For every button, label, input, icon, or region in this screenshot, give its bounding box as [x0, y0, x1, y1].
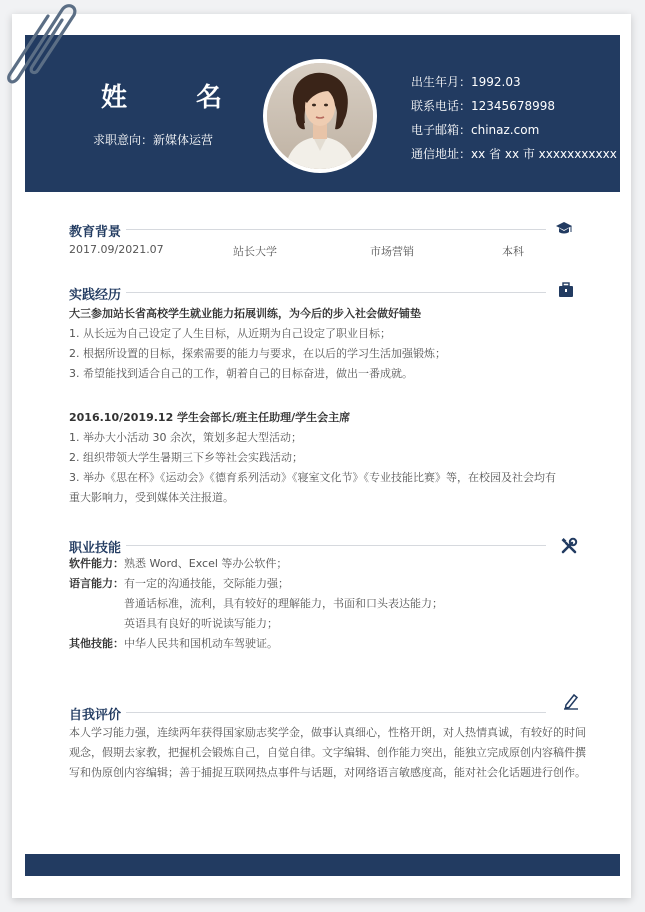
- contact-label: 电子邮箱：: [411, 123, 472, 137]
- contact-address: [411, 145, 617, 169]
- self-eval-divider: [126, 712, 546, 713]
- graduation-cap-icon: [555, 220, 573, 238]
- practice-heading: 2016.10/2019.12 学生会部长/班主任助理/学生会主席: [69, 411, 351, 424]
- practice-item: 1. 从长远为自己设定了人生目标，从近期为自己设定了职业目标；: [69, 327, 391, 340]
- contact-birth: [411, 73, 617, 97]
- practice-item: 3. 举办《思在杯》《运动会》《德育系列活动》《寝室文化节》《专业技能比赛》等，在校园及社会均有: [69, 471, 556, 484]
- skill-software: [69, 554, 443, 574]
- skill-language-line: 英语具有良好的听说读写能力；: [124, 617, 278, 630]
- self-eval-line: 写和伪原创内容编辑；善于捕捉互联网热点事件与话题，对网络语言敏感度高，能对社会化话题进行创作。: [69, 766, 586, 779]
- education-school: 站长大学: [233, 245, 277, 258]
- practice-item: 重大影响力，受到媒体关注报道。: [69, 491, 234, 504]
- contact-value: chinaz.com: [471, 123, 540, 137]
- resume-header: [25, 35, 620, 192]
- paperclip-icon: [4, 0, 84, 90]
- contact-label: 通信地址：: [411, 147, 472, 161]
- education-title: 教育背景: [69, 225, 122, 240]
- practice-block-1: [69, 304, 446, 384]
- resume-footer-bar: [25, 854, 620, 876]
- skills-divider: [126, 545, 546, 546]
- practice-item: 2. 组织带领大学生暑期三下乡等社会实践活动；: [69, 451, 303, 464]
- practice-item: 1. 举办大小活动 30 余次，策划多起大型活动；: [69, 431, 302, 444]
- education-divider: [126, 229, 546, 230]
- skills-title: 职业技能: [69, 541, 122, 556]
- practice-block-2: [69, 408, 556, 508]
- job-intent: [93, 131, 213, 148]
- contact-email: [411, 121, 617, 145]
- skills-list: [69, 554, 443, 654]
- contact-phone: [411, 97, 617, 121]
- contact-value: 12345678998: [471, 99, 555, 113]
- skill-label: 其他技能：: [69, 637, 124, 650]
- contact-info: [411, 73, 617, 169]
- skill-value: 中华人民共和国机动车驾驶证。: [124, 637, 278, 650]
- briefcase-icon: [557, 281, 575, 299]
- contact-value: 1992.03: [471, 75, 521, 89]
- practice-divider: [126, 292, 546, 293]
- self-eval-text: [69, 723, 589, 783]
- skill-value: 有一定的沟通技能，交际能力强；: [124, 577, 289, 590]
- contact-label: 联系电话：: [411, 99, 472, 113]
- job-intent-value: 新媒体运营: [153, 133, 214, 147]
- skill-label: 软件能力：: [69, 557, 124, 570]
- practice-item: 3. 希望能找到适合自己的工作，朝着自己的目标奋进，做出一番成就。: [69, 367, 413, 380]
- skill-value: 熟悉 Word、Excel 等办公软件；: [124, 557, 288, 570]
- education-degree: 本科: [502, 245, 524, 258]
- practice-title: 实践经历: [69, 288, 122, 303]
- avatar: [267, 63, 373, 169]
- self-eval-line: 本人学习能力强，连续两年获得国家励志奖学金，做事认真细心，性格开朗，对人热情真诚，有较好的时间: [69, 726, 586, 739]
- self-eval-title: 自我评价: [69, 708, 122, 723]
- practice-item: 2. 根据所设置的目标，探索需要的能力与要求，在以后的学习生活加强锻炼；: [69, 347, 446, 360]
- contact-value: xx 省 xx 市 xxxxxxxxxxx: [471, 147, 617, 161]
- avatar-frame: [263, 59, 377, 173]
- skill-language-line: 普通话标准，流利，具有较好的理解能力，书面和口头表达能力；: [124, 597, 443, 610]
- practice-heading: 大三参加站长省高校学生就业能力拓展训练，为今后的步入社会做好铺垫: [69, 307, 421, 320]
- job-intent-label: 求职意向：: [93, 133, 154, 147]
- skill-other: [69, 634, 443, 654]
- education-period: 2017.09/2021.07: [69, 243, 164, 256]
- skill-label: 语言能力：: [69, 577, 124, 590]
- self-eval-line: 观念，假期去家教，把握机会锻炼自己，自觉自律。文字编辑、创作能力突出，能独立完成原创内容稿件撰: [69, 746, 586, 759]
- tools-icon: [560, 537, 578, 555]
- resume-paper: [12, 14, 631, 898]
- contact-label: 出生年月：: [411, 75, 472, 89]
- pen-icon: [562, 692, 580, 710]
- education-major: 市场营销: [370, 245, 414, 258]
- skill-language: [69, 574, 443, 594]
- candidate-name: 姓 名: [101, 83, 253, 113]
